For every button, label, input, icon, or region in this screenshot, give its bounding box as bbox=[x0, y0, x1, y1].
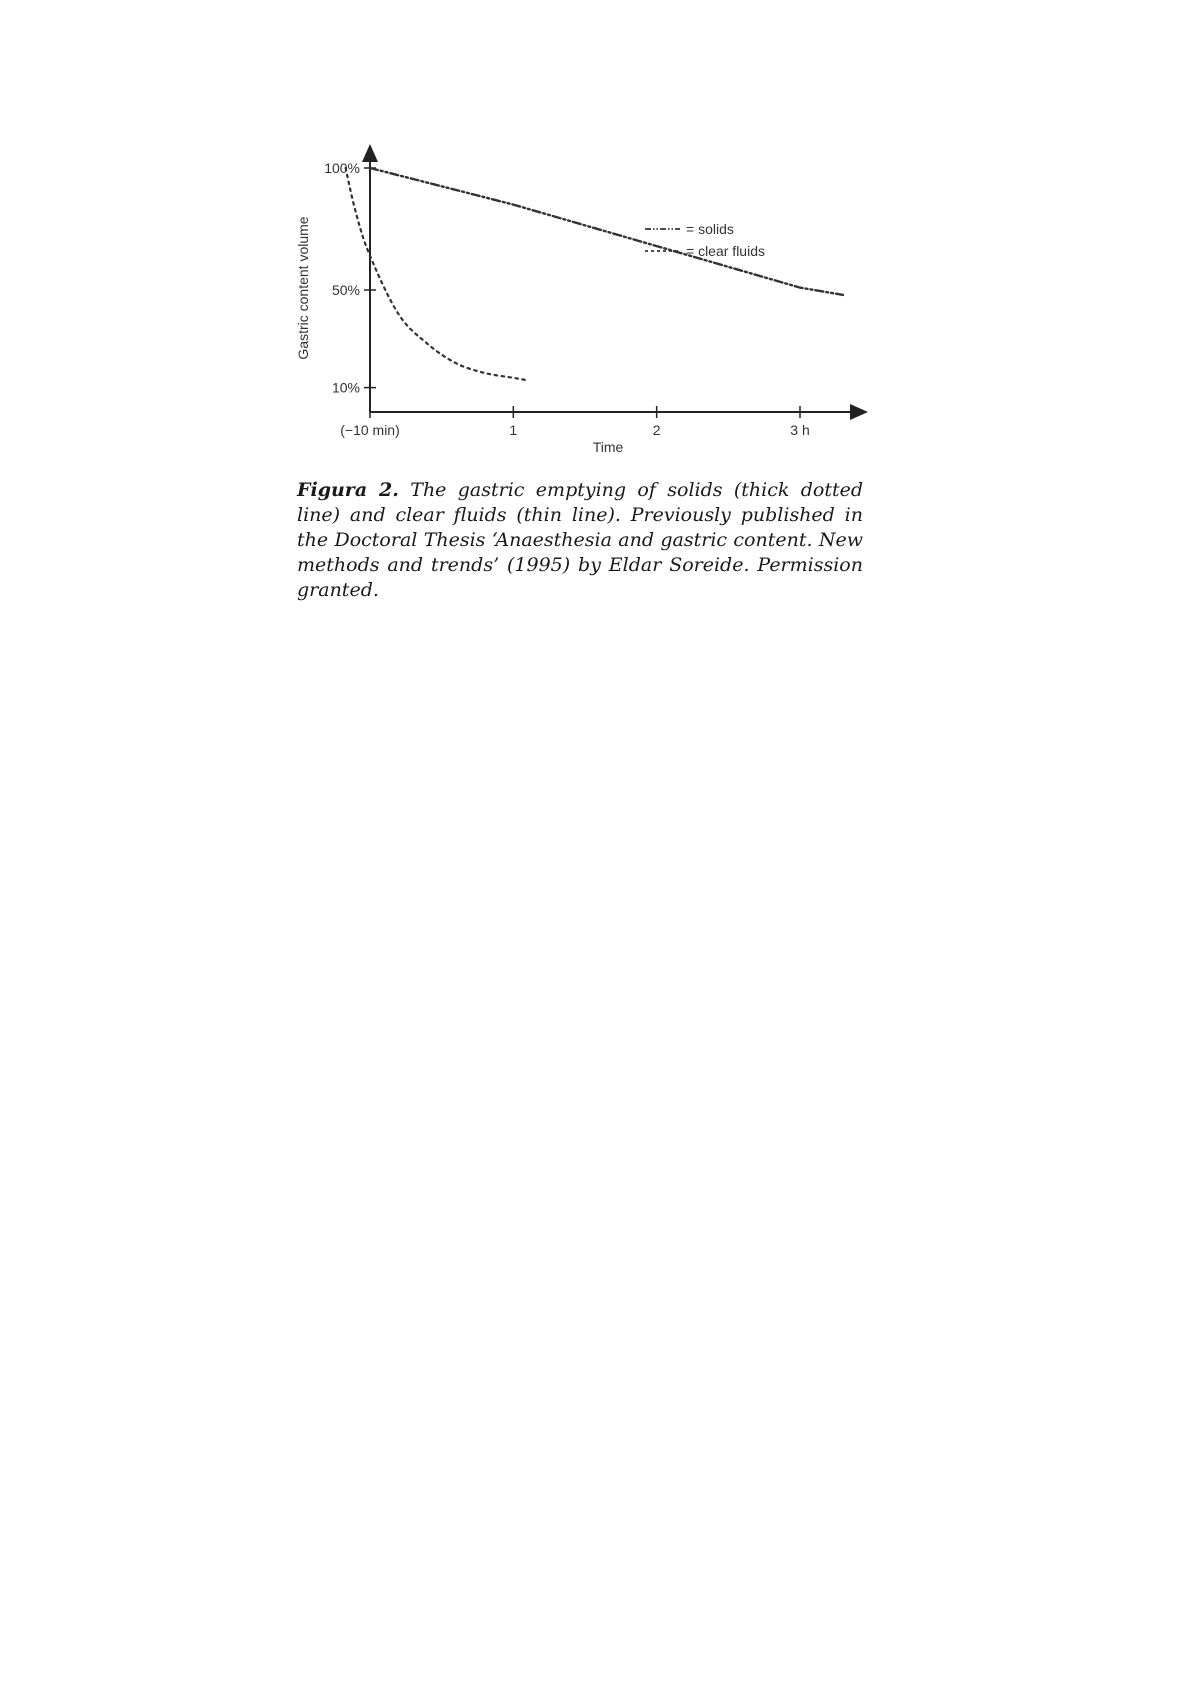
y-axis-label: Gastric content volume bbox=[295, 216, 311, 360]
x-axis-label: Time bbox=[592, 439, 624, 455]
series-line-clear-fluids bbox=[346, 168, 528, 380]
legend-label-clear-fluids: = clear fluids bbox=[686, 243, 765, 259]
x-tick-label: (−10 min) bbox=[340, 422, 400, 438]
series-line-solids bbox=[370, 168, 843, 295]
chart-legend bbox=[645, 221, 765, 259]
chart-axes bbox=[370, 152, 860, 412]
figure-caption-text: The gastric emptying of solids (thick dotted line) and clear fluids (thin line). Previously published in the Doctoral Thesis ‘Anaesthesia and gastric content. New methods and trends’ (1995) by Eldar Soreide. Permission granted. bbox=[297, 479, 864, 601]
figure-caption bbox=[297, 478, 863, 603]
gastric-emptying-chart bbox=[280, 140, 880, 460]
y-tick-label: 10% bbox=[331, 379, 360, 396]
x-tick-label: 1 bbox=[509, 422, 518, 438]
legend-item-clear-fluids bbox=[645, 243, 765, 259]
legend-label-solids: = solids bbox=[686, 221, 734, 237]
figure-caption-label: Figura 2. bbox=[297, 479, 399, 501]
y-tick-label: 100% bbox=[324, 160, 360, 176]
x-tick-label: 3 h bbox=[790, 422, 810, 438]
legend-item-solids bbox=[645, 221, 734, 237]
x-tick-label: 2 bbox=[652, 422, 661, 438]
y-tick-label: 50% bbox=[331, 282, 360, 298]
